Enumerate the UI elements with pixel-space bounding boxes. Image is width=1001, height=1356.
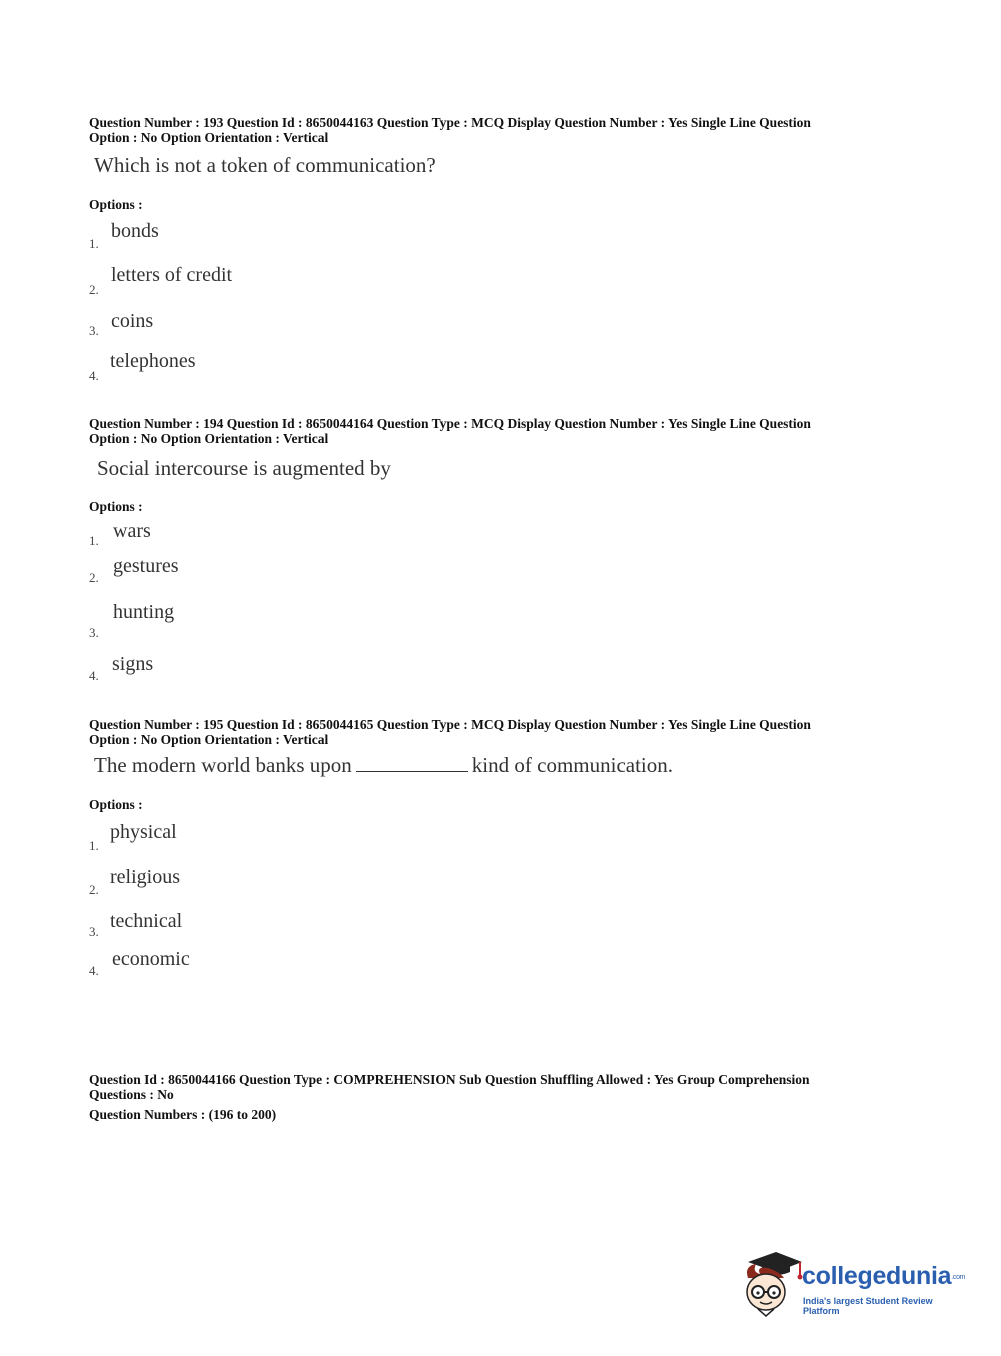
mascot-icon (740, 1248, 804, 1318)
option-number: 1. (89, 236, 99, 251)
question-meta-line1: Question Number : 195 Question Id : 8650044165 Question Type : MCQ Display Question Number : Yes Single Line Question (89, 717, 811, 732)
question-meta-line1: Question Number : 193 Question Id : 8650044163 Question Type : MCQ Display Question Number : Yes Single Line Question (89, 115, 811, 130)
comprehension-question-numbers: Question Numbers : (196 to 200) (89, 1107, 277, 1122)
option-number: 2. (89, 570, 99, 585)
option-number: 3. (89, 323, 99, 338)
question-meta-line1: Question Number : 194 Question Id : 8650044164 Question Type : MCQ Display Question Number : Yes Single Line Question (89, 416, 811, 431)
option-text: bonds (111, 220, 159, 242)
option-text: wars (113, 520, 151, 542)
option-number: 2. (89, 282, 99, 297)
option-number: 1. (89, 838, 99, 853)
option-number: 3. (89, 625, 99, 640)
option-number: 2. (89, 882, 99, 897)
options-label: Options : (89, 197, 143, 212)
question-meta-line2: Option : No Option Orientation : Vertical (89, 732, 329, 747)
question-text-after-blank: kind of communication. (471, 753, 674, 777)
fill-in-blank (356, 753, 468, 772)
comprehension-meta (89, 1072, 889, 1122)
question-195-text (94, 753, 673, 778)
option-number: 4. (89, 668, 99, 683)
option-number: 4. (89, 368, 99, 383)
option-number: 3. (89, 924, 99, 939)
option-text: telephones (110, 350, 196, 372)
option-number: 4. (89, 963, 99, 978)
options-label: Options : (89, 797, 143, 812)
option-text: economic (112, 948, 190, 970)
question-text-before-blank: The modern world banks upon (94, 753, 352, 777)
option-text: signs (112, 653, 154, 675)
logo-name: collegedunia (802, 1262, 952, 1290)
option-text: hunting (113, 601, 175, 623)
question-193-text: Which is not a token of communication? (94, 153, 436, 177)
option-text: religious (110, 866, 180, 888)
option-text: letters of credit (111, 264, 233, 286)
logo-suffix: .com (951, 1273, 966, 1281)
option-text: technical (110, 910, 183, 932)
question-193-meta (89, 115, 889, 145)
question-194-text: Social intercourse is augmented by (97, 456, 391, 480)
option-number: 1. (89, 533, 99, 548)
question-meta-line2: Option : No Option Orientation : Vertical (89, 130, 329, 145)
question-194-meta (89, 416, 889, 446)
collegedunia-logo (740, 1248, 970, 1318)
options-label: Options : (89, 499, 143, 514)
logo-tagline: India's largest Student Review Platform (803, 1296, 933, 1316)
question-195-meta (89, 717, 889, 747)
comprehension-meta-line2: Questions : No (89, 1087, 174, 1102)
comprehension-meta-line1: Question Id : 8650044166 Question Type : COMPREHENSION Sub Question Shuffling Allowed : Yes Group Comprehension (89, 1072, 810, 1087)
option-text: gestures (113, 555, 179, 577)
option-text: physical (110, 821, 177, 843)
option-text: coins (111, 310, 154, 332)
logo-wordmark (802, 1262, 965, 1291)
question-meta-line2: Option : No Option Orientation : Vertical (89, 431, 329, 446)
